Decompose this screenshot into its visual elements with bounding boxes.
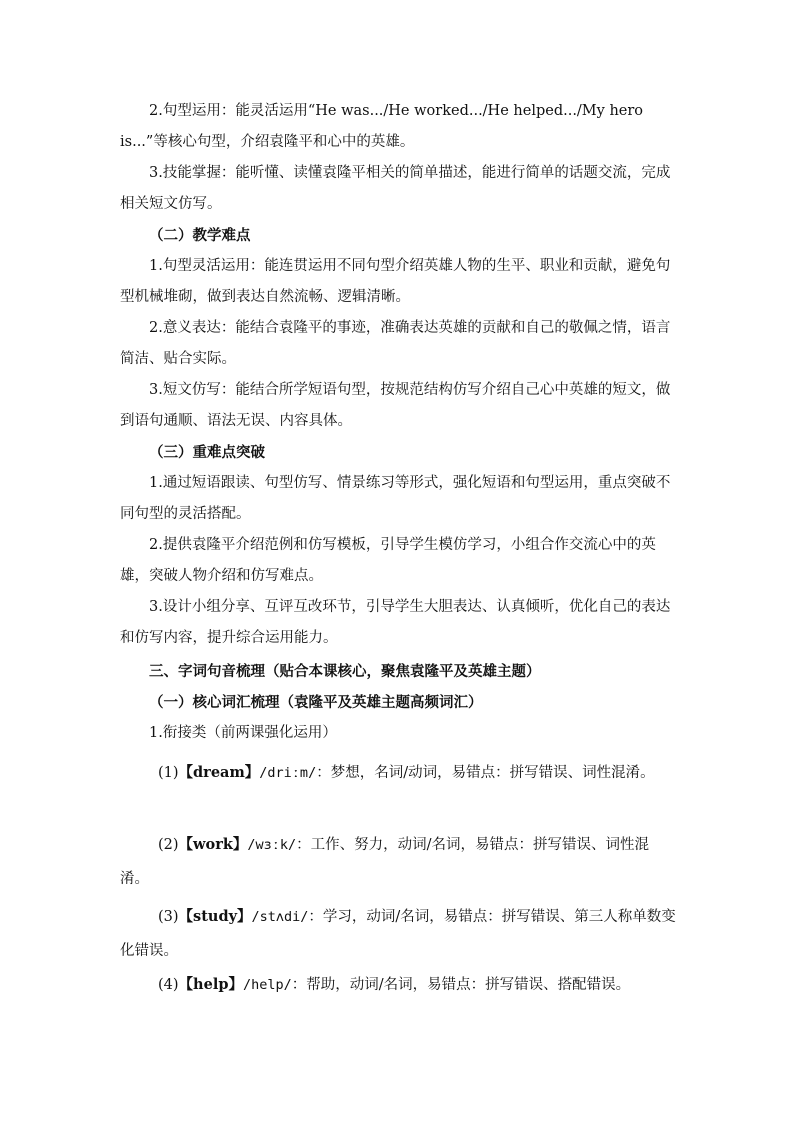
vocab-phonetic: /stʌdi/	[251, 909, 309, 925]
breakthrough-item-3: 3.设计小组分享、互评互改环节，引导学生大胆表达、认真倾听，优化自己的表达和仿写内容，提升综合运用能力。	[120, 599, 671, 646]
vocab-word: 【work】	[178, 836, 248, 853]
vocab-phonetic: /wɜːk/	[247, 837, 297, 853]
vocab-description: ：帮助，动词/名词，易错点：拼写错误、搭配错误。	[291, 977, 631, 993]
vocab-item	[120, 828, 676, 896]
vocab-description: ：工作、努力，动词/名词，易错点：拼写错误、词性混淆。	[120, 837, 650, 887]
vocab-subheading: （一）核心词汇梳理（袁隆平及英雄主题高频词汇）	[149, 694, 483, 711]
vocab-number: (2)	[158, 837, 179, 853]
breakthrough-heading: （三）重难点突破	[149, 444, 265, 461]
breakthrough-item-2: 2.提供袁隆平介绍范例和仿写模板，引导学生模仿学习，小组合作交流心中的英雄，突破人物介绍和仿写难点。	[120, 537, 656, 584]
vocab-description: ：学习，动词/名词，易错点：拼写错误、第三人称单数变化错误。	[120, 909, 676, 959]
objective-item-2: 2.句型运用：能灵活运用“He was.../He worked.../He helped.../My hero is...”等核心句型，介绍袁隆平和心中的英雄。	[120, 103, 644, 150]
difficulty-item-2: 2.意义表达：能结合袁隆平的事迹，准确表达英雄的贡献和自己的敬佩之情，语言简洁、贴合实际。	[120, 320, 671, 367]
difficulty-item-1: 1.句型灵活运用：能连贯运用不同句型介绍英雄人物的生平、职业和贡献，避免句型机械堆砌，做到表达自然流畅、逻辑清晰。	[120, 258, 671, 305]
breakthrough-item-1: 1.通过短语跟读、句型仿写、情景练习等形式，强化短语和句型运用，重点突破不同句型的灵活搭配。	[120, 475, 671, 522]
vocab-word: 【help】	[178, 976, 243, 993]
vocab-number: (3)	[158, 909, 179, 925]
vocab-item	[120, 900, 676, 968]
vocab-description: ：梦想，名词/动词，易错点：拼写错误、词性混淆。	[316, 765, 655, 781]
vocab-word: 【study】	[178, 908, 252, 925]
vocab-item	[120, 968, 676, 1002]
difficulties-heading: （二）教学难点	[149, 227, 251, 244]
vocab-word: 【dream】	[178, 764, 260, 781]
vocab-phonetic: /help/	[242, 977, 292, 993]
vocab-category-1: 1.衔接类（前两课强化运用）	[149, 725, 337, 741]
vocab-number: (1)	[158, 765, 179, 781]
difficulty-item-3: 3.短文仿写：能结合所学短语句型，按规范结构仿写介绍自己心中英雄的短文，做到语句通顺、语法无误、内容具体。	[120, 382, 671, 429]
vocab-phonetic: /driːm/	[259, 765, 317, 781]
section-3-heading: 三、字词句音梳理（贴合本课核心，聚焦袁隆平及英雄主题）	[149, 663, 541, 680]
vocab-item	[120, 756, 676, 790]
vocab-number: (4)	[158, 977, 179, 993]
objective-item-3: 3.技能掌握：能听懂、读懂袁隆平相关的简单描述，能进行简单的话题交流，完成相关短文仿写。	[120, 165, 671, 212]
